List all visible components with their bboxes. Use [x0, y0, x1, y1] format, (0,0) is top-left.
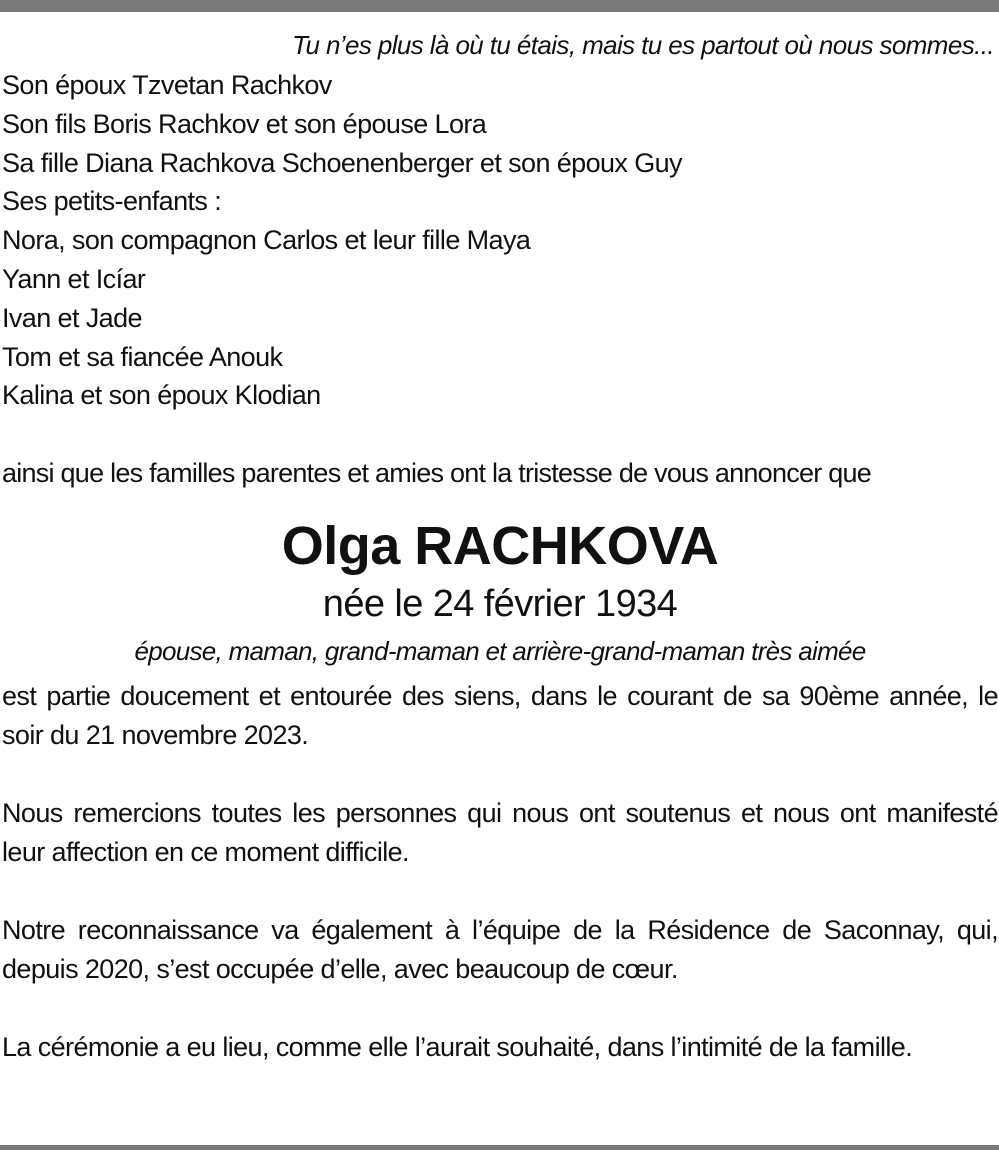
- ceremony-paragraph: La cérémonie a eu lieu, comme elle l’aurait souhaité, dans l’intimité de la famille.: [2, 1032, 913, 1063]
- top-rule: [0, 0, 999, 12]
- birth-date: née le 24 février 1934: [322, 583, 678, 626]
- passing-paragraph: est partie doucement et entourée des siens, dans le courant de sa 90ème année, le soir du 21 novembre 2023.: [2, 681, 998, 751]
- family-member-line: Ses petits-enfants :: [2, 186, 222, 217]
- family-member-line: Tom et sa fiancée Anouk: [2, 341, 283, 372]
- gratitude-paragraph: Notre reconnaissance va également à l’équipe de la Résidence de Saconnay, qui, depuis 2020, s’est occupée d’elle, avec beaucoup de cœur.: [2, 915, 998, 985]
- family-member-line: Son époux Tzvetan Rachkov: [2, 70, 332, 100]
- family-member-line: Ivan et Jade: [2, 302, 142, 333]
- bottom-rule: [0, 1145, 999, 1150]
- family-member-line: Kalina et son époux Klodian: [2, 380, 321, 411]
- family-list: [2, 66, 998, 415]
- family-role: épouse, maman, grand-maman et arrière-grand-maman très aimée: [134, 636, 866, 667]
- obituary-notice: [2, 24, 998, 1067]
- family-member-line: Yann et Icíar: [2, 263, 146, 294]
- announcement-line: ainsi que les familles parentes et amies ont la tristesse de vous annoncer que: [2, 458, 872, 489]
- epigraph: Tu n’es plus là où tu étais, mais tu es partout où nous sommes...: [292, 30, 994, 60]
- deceased-name: Olga RACHKOVA: [281, 516, 719, 577]
- thanks-paragraph: Nous remercions toutes les personnes qui nous ont soutenus et nous ont manifesté leur affection en ce moment difficile.: [2, 798, 998, 868]
- family-member-line: Son fils Boris Rachkov et son épouse Lora: [2, 108, 487, 139]
- family-member-line: Nora, son compagnon Carlos et leur fille Maya: [2, 225, 531, 256]
- family-member-line: Sa fille Diana Rachkova Schoenenberger et son époux Guy: [2, 147, 682, 178]
